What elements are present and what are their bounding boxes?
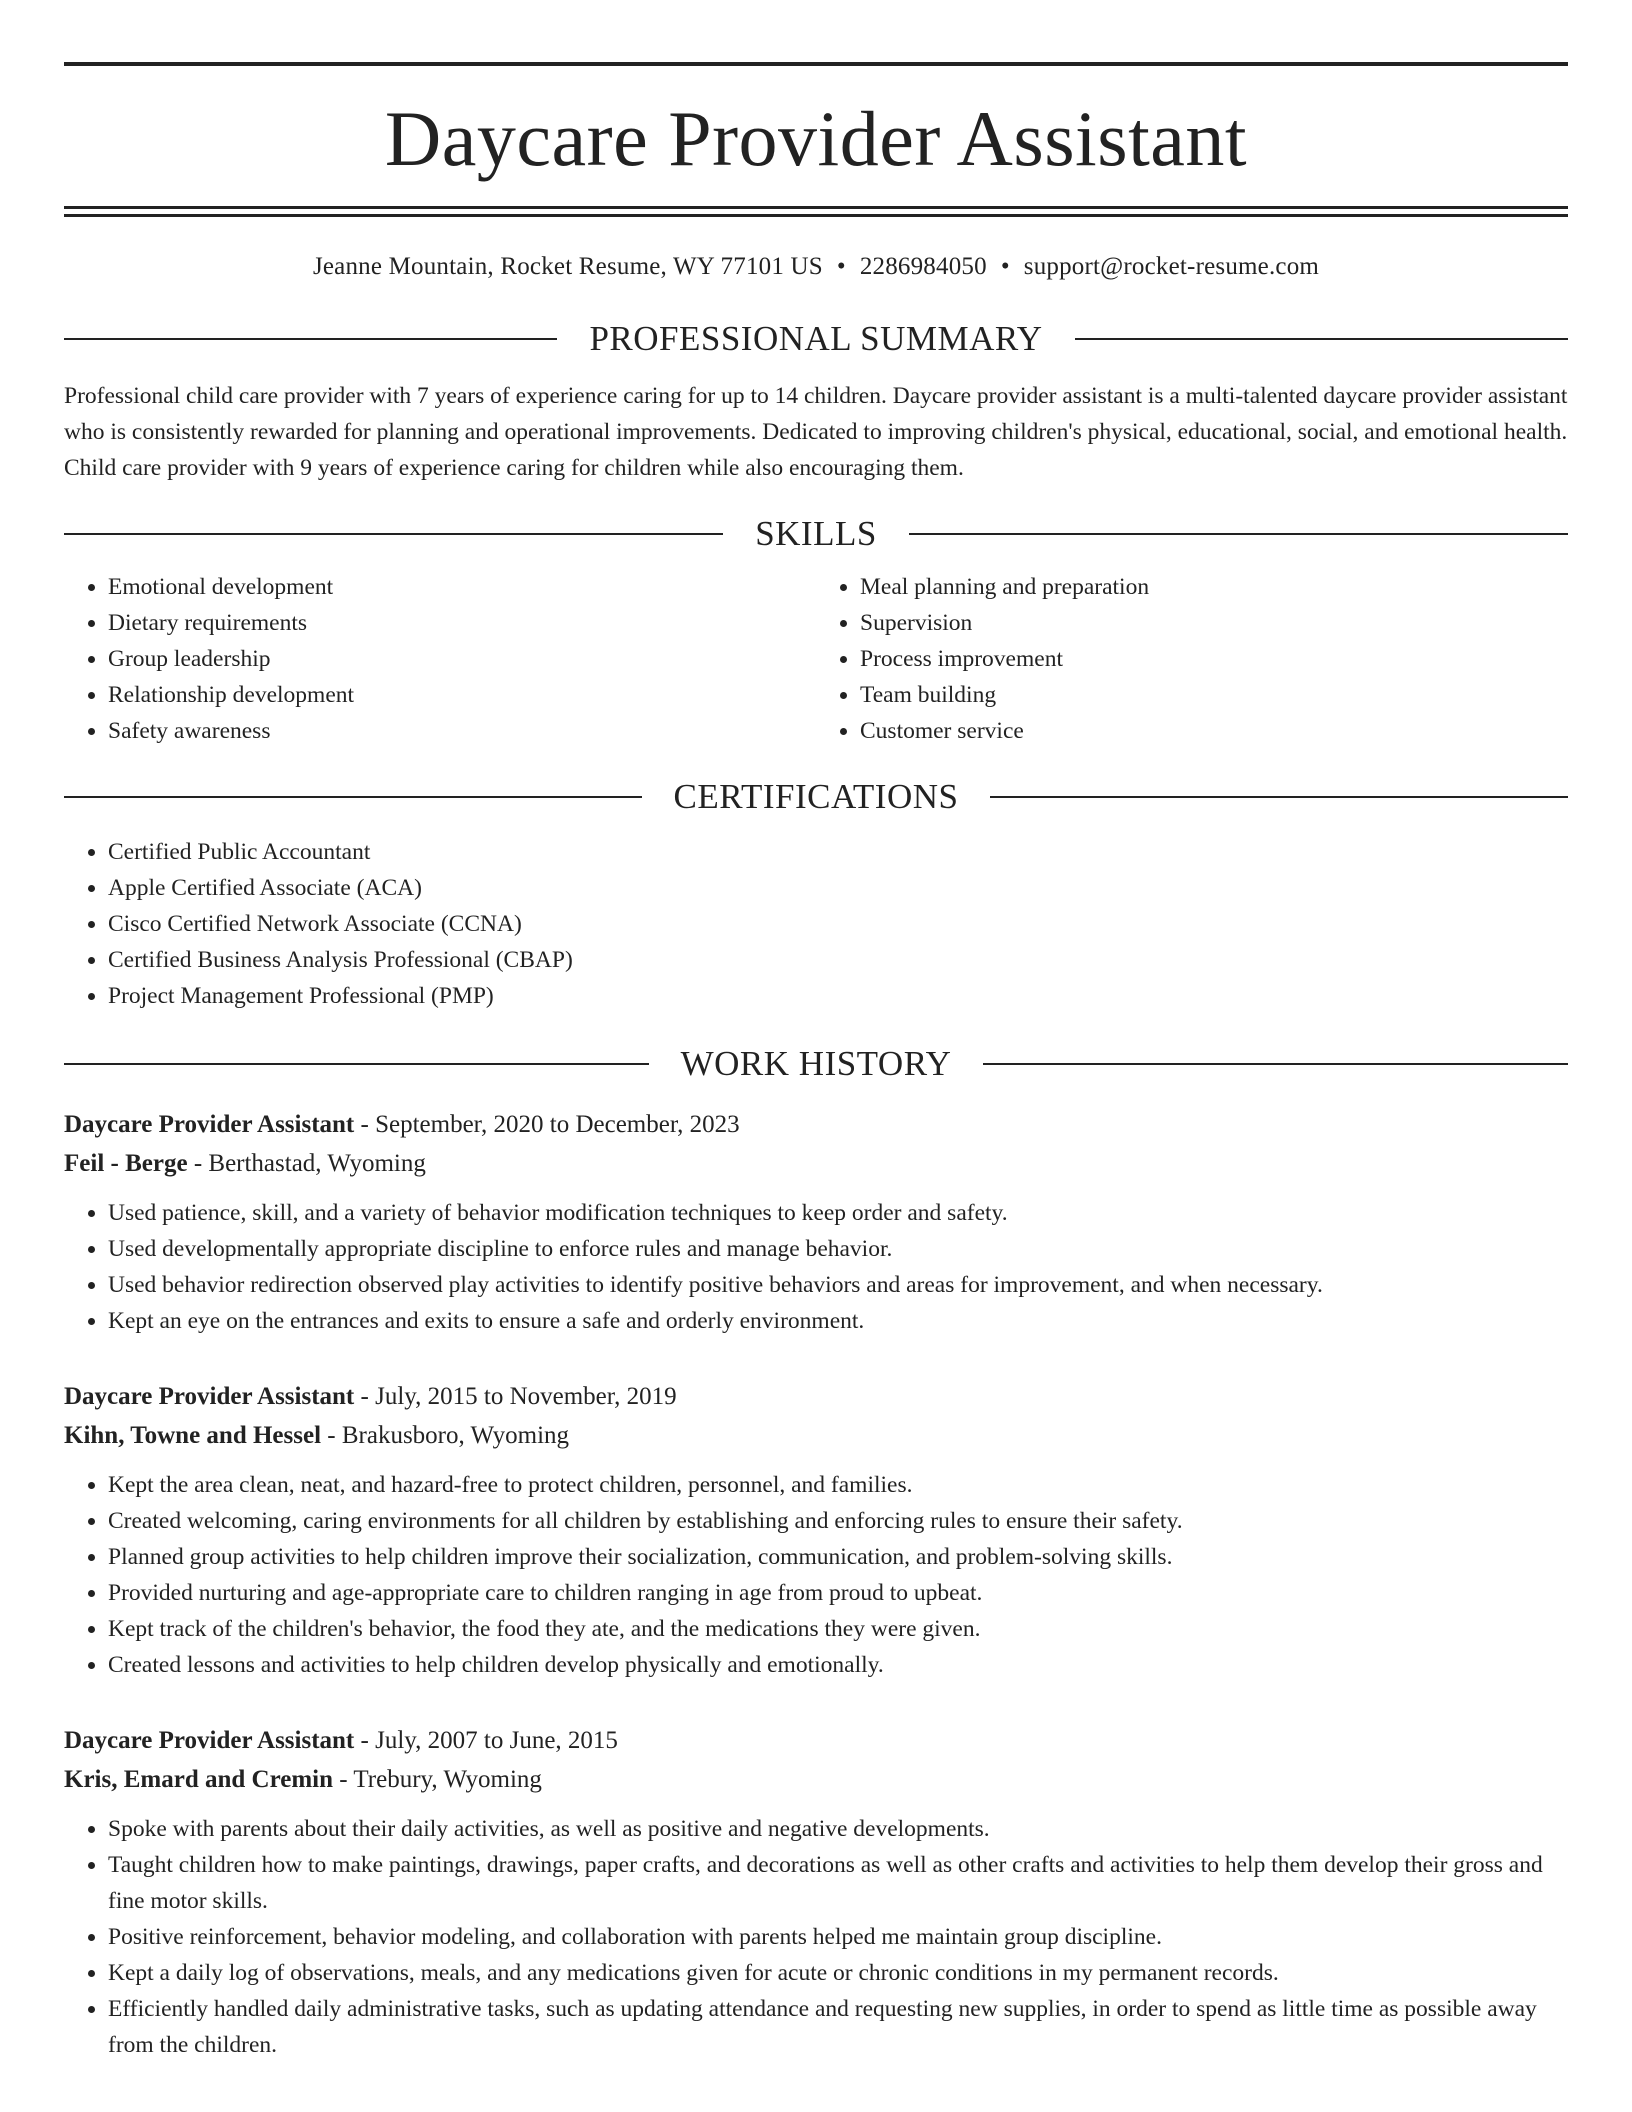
section-heading-work-history (64, 1046, 1568, 1081)
job-company-line: Feil - Berge - Berthastad, Wyoming (64, 1150, 426, 1177)
list-item: • Project Management Professional (PMP) (108, 978, 1568, 1014)
job-bullets (64, 1467, 1568, 1683)
list-item: • Meal planning and preparation (860, 569, 1568, 605)
list-item: • Group leadership (108, 641, 816, 677)
list-item: • Used behavior redirection observed play activities to identify positive behaviors and areas for improvement, and when necessary. (108, 1267, 1568, 1303)
job-entry (64, 1377, 1568, 1683)
list-item: • Certified Business Analysis Professional (CBAP) (108, 942, 1568, 978)
job-company: Kihn, Towne and Hessel (64, 1422, 322, 1449)
job-title-line: Daycare Provider Assistant - September, 2020 to December, 2023 (64, 1111, 740, 1138)
job-title-line: Daycare Provider Assistant - July, 2015 to November, 2019 (64, 1383, 677, 1410)
job-title: Daycare Provider Assistant (64, 1727, 355, 1754)
resume-title: Daycare Provider Assistant (384, 95, 1248, 182)
list-item: • Provided nurturing and age-appropriate care to children ranging in age from proud to upbeat. (108, 1575, 1568, 1611)
heading-rule (990, 796, 1568, 798)
job-entry (64, 1721, 1568, 2063)
list-item: • Created welcoming, caring environments for all children by establishing and enforcing rules to ensure their safety. (108, 1503, 1568, 1539)
job-company: Feil - Berge (64, 1150, 188, 1177)
list-item: • Dietary requirements (108, 605, 816, 641)
title-double-rule (64, 206, 1568, 217)
list-item: • Team building (860, 677, 1568, 713)
job-dates: September, 2020 to December, 2023 (375, 1111, 740, 1138)
list-item: • Positive reinforcement, behavior modeling, and collaboration with parents helped me maintain group discipline. (108, 1919, 1568, 1955)
heading-label: PROFESSIONAL SUMMARY (589, 319, 1043, 358)
heading-rule (64, 338, 557, 340)
section-heading-certifications (64, 779, 1568, 814)
list-item: • Used developmentally appropriate discipline to enforce rules and manage behavior. (108, 1231, 1568, 1267)
job-company: Kris, Emard and Cremin (64, 1766, 333, 1793)
skills-list-left (64, 569, 816, 749)
list-item: • Supervision (860, 605, 1568, 641)
heading-label: CERTIFICATIONS (673, 777, 959, 816)
job-company-line: Kris, Emard and Cremin - Trebury, Wyoming (64, 1766, 542, 1793)
job-location: Berthastad, Wyoming (208, 1150, 426, 1177)
job-bullets (64, 1811, 1568, 2063)
top-rule (64, 62, 1568, 66)
professional-summary-text: Professional child care provider with 7 years of experience caring for up to 14 children. Daycare provider assistant is a multi-talented daycare provider assistant who is consistently rewarded for planning and operational improvements. Dedicated to improving children's physical, educational, social, and emotional health. Child care provider with 9 years of experience caring for children while also encouraging them. (64, 383, 1568, 481)
list-item: • Efficiently handled daily administrative tasks, such as updating attendance and requesting new supplies, in order to spend as little time as possible away from the children. (108, 1991, 1568, 2063)
job-location: Trebury, Wyoming (353, 1766, 542, 1793)
heading-rule (909, 533, 1568, 535)
list-item: • Spoke with parents about their daily activities, as well as positive and negative developments. (108, 1811, 1568, 1847)
heading-label: SKILLS (755, 514, 877, 553)
list-item: • Kept the area clean, neat, and hazard-free to protect children, personnel, and families. (108, 1467, 1568, 1503)
skills-columns (64, 569, 1568, 749)
heading-rule (64, 1063, 649, 1065)
list-item: • Customer service (860, 713, 1568, 749)
list-item: • Used patience, skill, and a variety of behavior modification techniques to keep order and safety. (108, 1195, 1568, 1231)
contact-address: Jeanne Mountain, Rocket Resume, WY 77101 US (312, 253, 823, 280)
skills-list-right (816, 569, 1568, 749)
job-company-line: Kihn, Towne and Hessel - Brakusboro, Wyoming (64, 1422, 570, 1449)
list-item: • Planned group activities to help children improve their socialization, communication, and problem-solving skills. (108, 1539, 1568, 1575)
heading-rule (1075, 338, 1568, 340)
list-item: • Kept track of the children's behavior, the food they ate, and the medications they were given. (108, 1611, 1568, 1647)
job-bullets (64, 1195, 1568, 1339)
contact-phone: 2286984050 (859, 253, 987, 280)
section-heading-summary (64, 321, 1568, 356)
job-entry (64, 1105, 1568, 1339)
certifications-list (64, 834, 1568, 1014)
job-title: Daycare Provider Assistant (64, 1111, 355, 1138)
list-item: • Emotional development (108, 569, 816, 605)
list-item: • Certified Public Accountant (108, 834, 1568, 870)
list-item: • Apple Certified Associate (ACA) (108, 870, 1568, 906)
heading-rule (64, 533, 723, 535)
job-dates: July, 2007 to June, 2015 (375, 1727, 618, 1754)
list-item: • Kept an eye on the entrances and exits to ensure a safe and orderly environment. (108, 1303, 1568, 1339)
list-item: • Taught children how to make paintings, drawings, paper crafts, and decorations as well as other crafts and activities to help them develop their gross and fine motor skills. (108, 1847, 1568, 1919)
contact-line (64, 253, 1568, 281)
contact-email: support@rocket-resume.com (1023, 253, 1320, 280)
section-heading-skills (64, 516, 1568, 551)
job-title-line: Daycare Provider Assistant - July, 2007 to June, 2015 (64, 1727, 618, 1754)
list-item: • Safety awareness (108, 713, 816, 749)
list-item: • Cisco Certified Network Associate (CCNA) (108, 906, 1568, 942)
contact-separator: • (836, 253, 846, 280)
heading-rule (64, 796, 642, 798)
heading-label: WORK HISTORY (680, 1044, 952, 1083)
contact-separator: • (1000, 253, 1010, 280)
job-location: Brakusboro, Wyoming (341, 1422, 570, 1449)
heading-rule (983, 1063, 1568, 1065)
list-item: • Created lessons and activities to help children develop physically and emotionally. (108, 1647, 1568, 1683)
job-title: Daycare Provider Assistant (64, 1383, 355, 1410)
job-dates: July, 2015 to November, 2019 (375, 1383, 677, 1410)
list-item: • Relationship development (108, 677, 816, 713)
list-item: • Kept a daily log of observations, meals, and any medications given for acute or chronic conditions in my permanent records. (108, 1955, 1568, 1991)
list-item: • Process improvement (860, 641, 1568, 677)
